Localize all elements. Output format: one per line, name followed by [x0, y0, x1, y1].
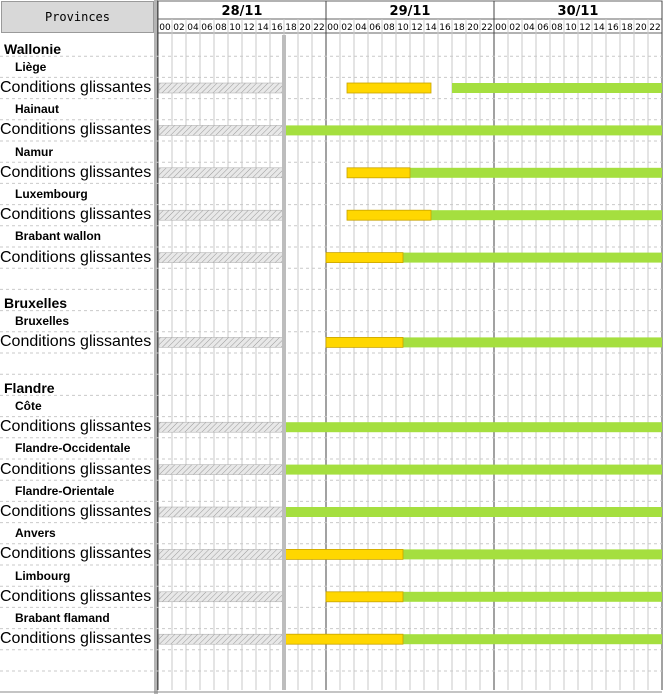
warning-bar-yellow	[326, 337, 403, 347]
warning-bar-green	[410, 168, 662, 178]
observed-bar	[159, 507, 284, 517]
warning-bar-yellow	[347, 210, 431, 220]
hour-label: 04	[187, 23, 199, 33]
region-label: Wallonie	[4, 40, 62, 57]
observed-bar	[159, 422, 284, 432]
province-label: Brabant flamand	[15, 610, 110, 625]
warning-bar-green	[284, 422, 662, 432]
hour-label: 12	[243, 23, 255, 33]
hour-label: 04	[355, 23, 367, 33]
warning-bar-green	[452, 83, 662, 93]
hour-label: 20	[299, 23, 311, 33]
warning-bar-yellow	[347, 83, 431, 93]
hour-label: 04	[523, 23, 535, 33]
province-label: Limbourg	[15, 568, 71, 583]
hour-label: 12	[411, 23, 423, 33]
province-label: Luxembourg	[15, 186, 88, 201]
warning-bar-yellow	[347, 168, 410, 178]
hour-label: 06	[201, 23, 213, 33]
day-label-2: 30/11	[557, 4, 599, 19]
condition-label: Conditions glissantes	[0, 460, 152, 478]
hour-label: 10	[229, 23, 241, 33]
observed-bar	[159, 337, 284, 347]
warning-bar-yellow	[284, 634, 403, 644]
hour-label: 12	[579, 23, 591, 33]
hour-label: 22	[313, 23, 325, 33]
observed-bar	[159, 83, 284, 93]
warning-bar-green	[403, 592, 662, 602]
warning-bar-green	[431, 210, 662, 220]
condition-label: Conditions glissantes	[0, 502, 152, 520]
hour-label: 02	[341, 23, 353, 33]
observed-bar	[159, 465, 284, 475]
day-label-1: 29/11	[389, 4, 431, 19]
hour-label: 00	[159, 23, 171, 33]
hour-label: 14	[593, 23, 605, 33]
hour-label: 08	[215, 23, 227, 33]
warning-bar-green	[403, 634, 662, 644]
hour-label: 20	[635, 23, 647, 33]
condition-label: Conditions glissantes	[0, 248, 152, 266]
warning-bar-green	[403, 253, 662, 263]
condition-label: Conditions glissantes	[0, 587, 152, 605]
observed-bar	[159, 592, 284, 602]
observed-bar	[159, 125, 284, 135]
warning-bar-yellow	[326, 253, 403, 263]
hour-label: 06	[537, 23, 549, 33]
warning-bar-green	[403, 337, 662, 347]
warning-bar-green	[284, 465, 662, 475]
condition-label: Conditions glissantes	[0, 163, 152, 181]
hour-label: 06	[369, 23, 381, 33]
observed-bar	[159, 549, 284, 559]
warning-bar-yellow	[284, 549, 403, 559]
warning-bar-green	[284, 507, 662, 517]
province-label: Hainaut	[15, 102, 60, 117]
province-label: Anvers	[15, 526, 56, 541]
warning-bar-green	[403, 549, 662, 559]
hour-label: 14	[257, 23, 269, 33]
province-label: Flandre-Occidentale	[15, 441, 131, 456]
hour-label: 08	[551, 23, 563, 33]
hour-label: 16	[439, 23, 451, 33]
hour-label: 18	[621, 23, 633, 33]
hour-label: 20	[467, 23, 479, 33]
hour-label: 08	[383, 23, 395, 33]
region-label: Bruxelles	[4, 294, 68, 311]
warning-bar-green	[284, 125, 662, 135]
hour-label: 16	[607, 23, 619, 33]
hour-label: 00	[327, 23, 339, 33]
hour-label: 22	[481, 23, 493, 33]
hour-label: 18	[453, 23, 465, 33]
hour-label: 16	[271, 23, 283, 33]
hour-label: 02	[509, 23, 521, 33]
hour-label: 18	[285, 23, 297, 33]
warning-bar-yellow	[326, 592, 403, 602]
province-label: Côte	[15, 398, 42, 413]
condition-label: Conditions glissantes	[0, 630, 152, 648]
province-label: Liège	[15, 59, 47, 74]
condition-label: Conditions glissantes	[0, 78, 152, 96]
observed-bar	[159, 253, 284, 263]
region-label: Flandre	[4, 379, 55, 396]
condition-label: Conditions glissantes	[0, 206, 152, 224]
hour-label: 10	[565, 23, 577, 33]
observed-bar	[159, 168, 284, 178]
condition-label: Conditions glissantes	[0, 418, 152, 436]
observed-bar	[159, 634, 284, 644]
provinces-header[interactable]: Provinces	[1, 1, 154, 33]
condition-label: Conditions glissantes	[0, 545, 152, 563]
hour-label: 14	[425, 23, 437, 33]
condition-label: Conditions glissantes	[0, 333, 152, 351]
day-label-0: 28/11	[221, 4, 263, 19]
observed-bar	[159, 210, 284, 220]
hour-label: 22	[649, 23, 661, 33]
hour-label: 00	[495, 23, 507, 33]
province-label: Flandre-Orientale	[15, 483, 115, 498]
hour-label: 10	[397, 23, 409, 33]
hour-label: 02	[173, 23, 185, 33]
province-label: Namur	[15, 144, 54, 159]
province-label: Bruxelles	[15, 314, 70, 329]
condition-label: Conditions glissantes	[0, 121, 152, 139]
province-label: Brabant wallon	[15, 229, 102, 244]
